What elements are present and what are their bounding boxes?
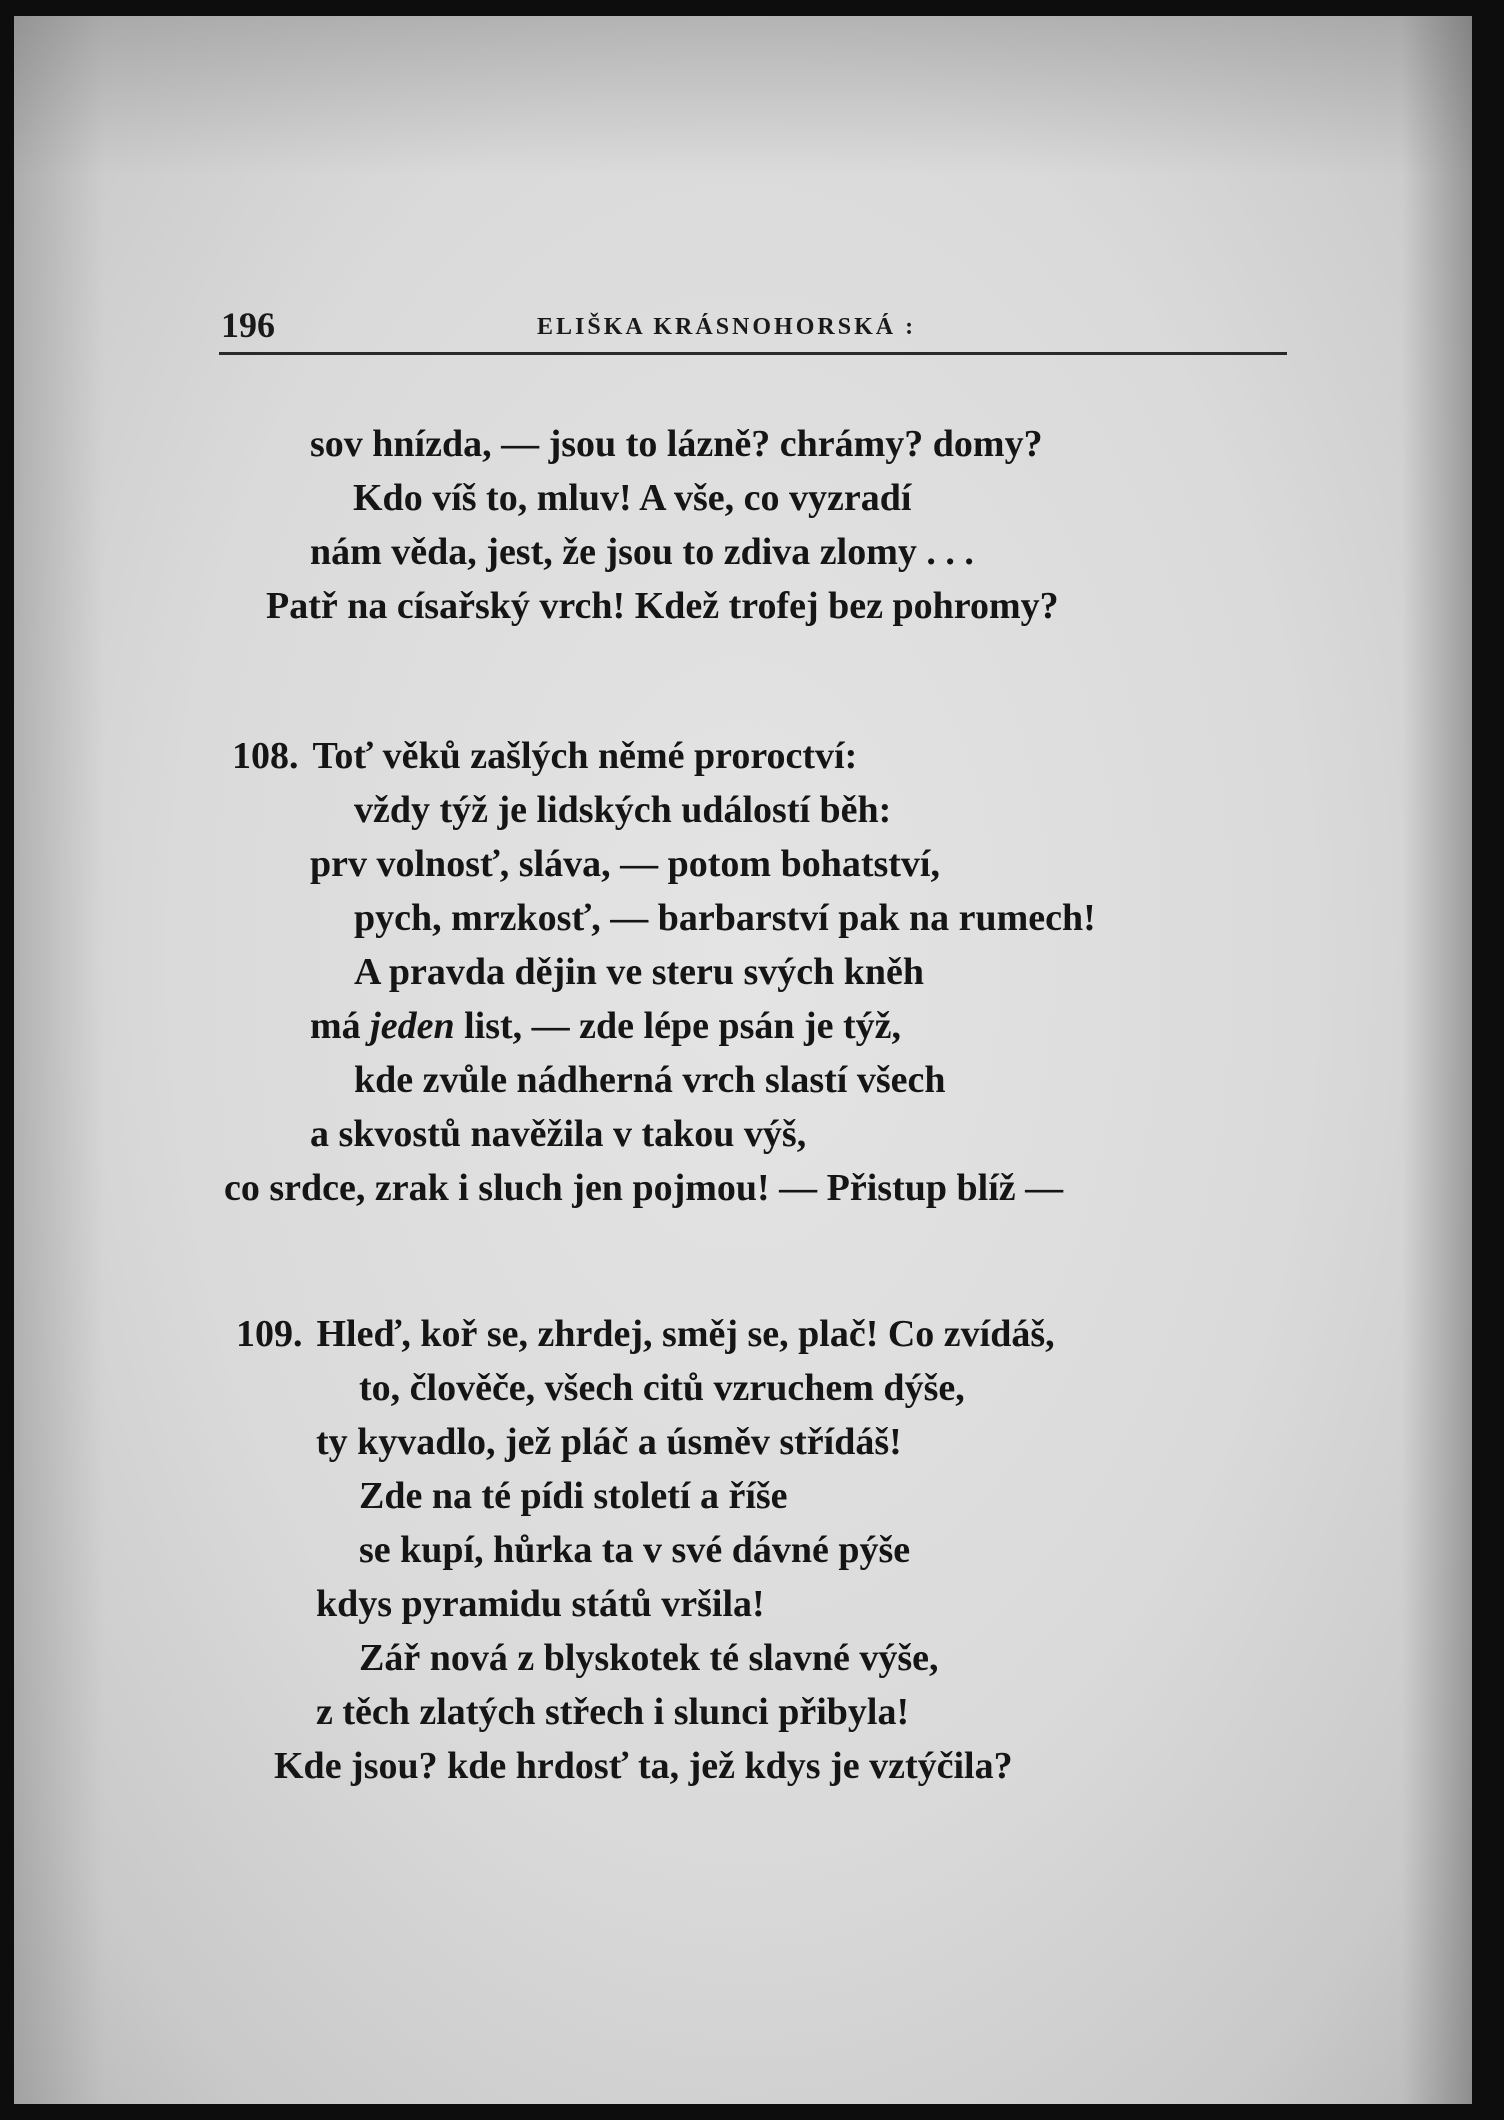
stanza-number: 109. xyxy=(236,1313,303,1355)
poem-line: Kdo víš to, mluv! A vše, co vyzradí xyxy=(353,477,912,519)
poem-text: má xyxy=(310,1005,361,1047)
stanza-109-line-1 xyxy=(236,1312,1055,1356)
poem-line: prv volnosť, sláva, — potom bohatství, xyxy=(310,843,940,885)
poem-line: Kde jsou? kde hrdosť ta, jež kdys je vztýčila? xyxy=(274,1745,1013,1787)
book-page xyxy=(14,16,1472,2104)
poem-line: a skvostů navěžila v takou výš, xyxy=(310,1113,807,1155)
poem-line: kde zvůle nádherná vrch slastí všech xyxy=(354,1059,946,1101)
poem-line: z těch zlatých střech i slunci přibyla! xyxy=(316,1691,910,1733)
poem-line: kdys pyramidu států vršila! xyxy=(316,1583,765,1625)
poem-line-text: Hleď, koř se, zhrdej, směj se, plač! Co zvídáš, xyxy=(316,1313,1055,1355)
poem-line: se kupí, hůrka ta v své dávné pýše xyxy=(359,1529,911,1571)
running-title: ELIŠKA KRÁSNOHORSKÁ : xyxy=(537,314,917,340)
poem-line: Patř na císařský vrch! Kdež trofej bez pohromy? xyxy=(266,585,1059,627)
poem-line: ty kyvadlo, jež pláč a úsměv střídáš! xyxy=(316,1421,902,1463)
poem-line: Zář nová z blyskotek té slavné výše, xyxy=(359,1637,939,1679)
poem-text: list, — zde lépe psán je týž, xyxy=(464,1005,902,1047)
poem-line: A pravda dějin ve steru svých kněh xyxy=(354,951,925,993)
poem-line: vždy týž je lidských událostí běh: xyxy=(354,789,892,831)
poem-line-text: Toť věků zašlých němé proroctví: xyxy=(312,735,858,777)
poem-line: co srdce, zrak i sluch jen pojmou! — Přistup blíž — xyxy=(224,1167,1064,1209)
poem-line: sov hnízda, — jsou to lázně? chrámy? domy? xyxy=(310,423,1043,465)
emphasized-word: jeden xyxy=(370,1005,455,1047)
page-number: 196 xyxy=(221,305,275,345)
poem-line: to, člověče, všech citů vzruchem dýše, xyxy=(359,1367,965,1409)
stanza-108-line-1 xyxy=(232,734,857,778)
poem-line: Zde na té pídi století a říše xyxy=(359,1475,788,1517)
page-header xyxy=(219,288,1287,355)
page-shadow-top xyxy=(14,16,1472,176)
poem-line-with-emphasis xyxy=(310,1004,901,1048)
stanza-number: 108. xyxy=(232,735,299,777)
poem-line: nám věda, jest, že jsou to zdiva zlomy . . . xyxy=(310,531,974,573)
page-shadow-left xyxy=(14,16,104,2104)
poem-line: pych, mrzkosť, — barbarství pak na rumech! xyxy=(354,897,1096,939)
page-shadow-right xyxy=(1402,16,1472,2104)
